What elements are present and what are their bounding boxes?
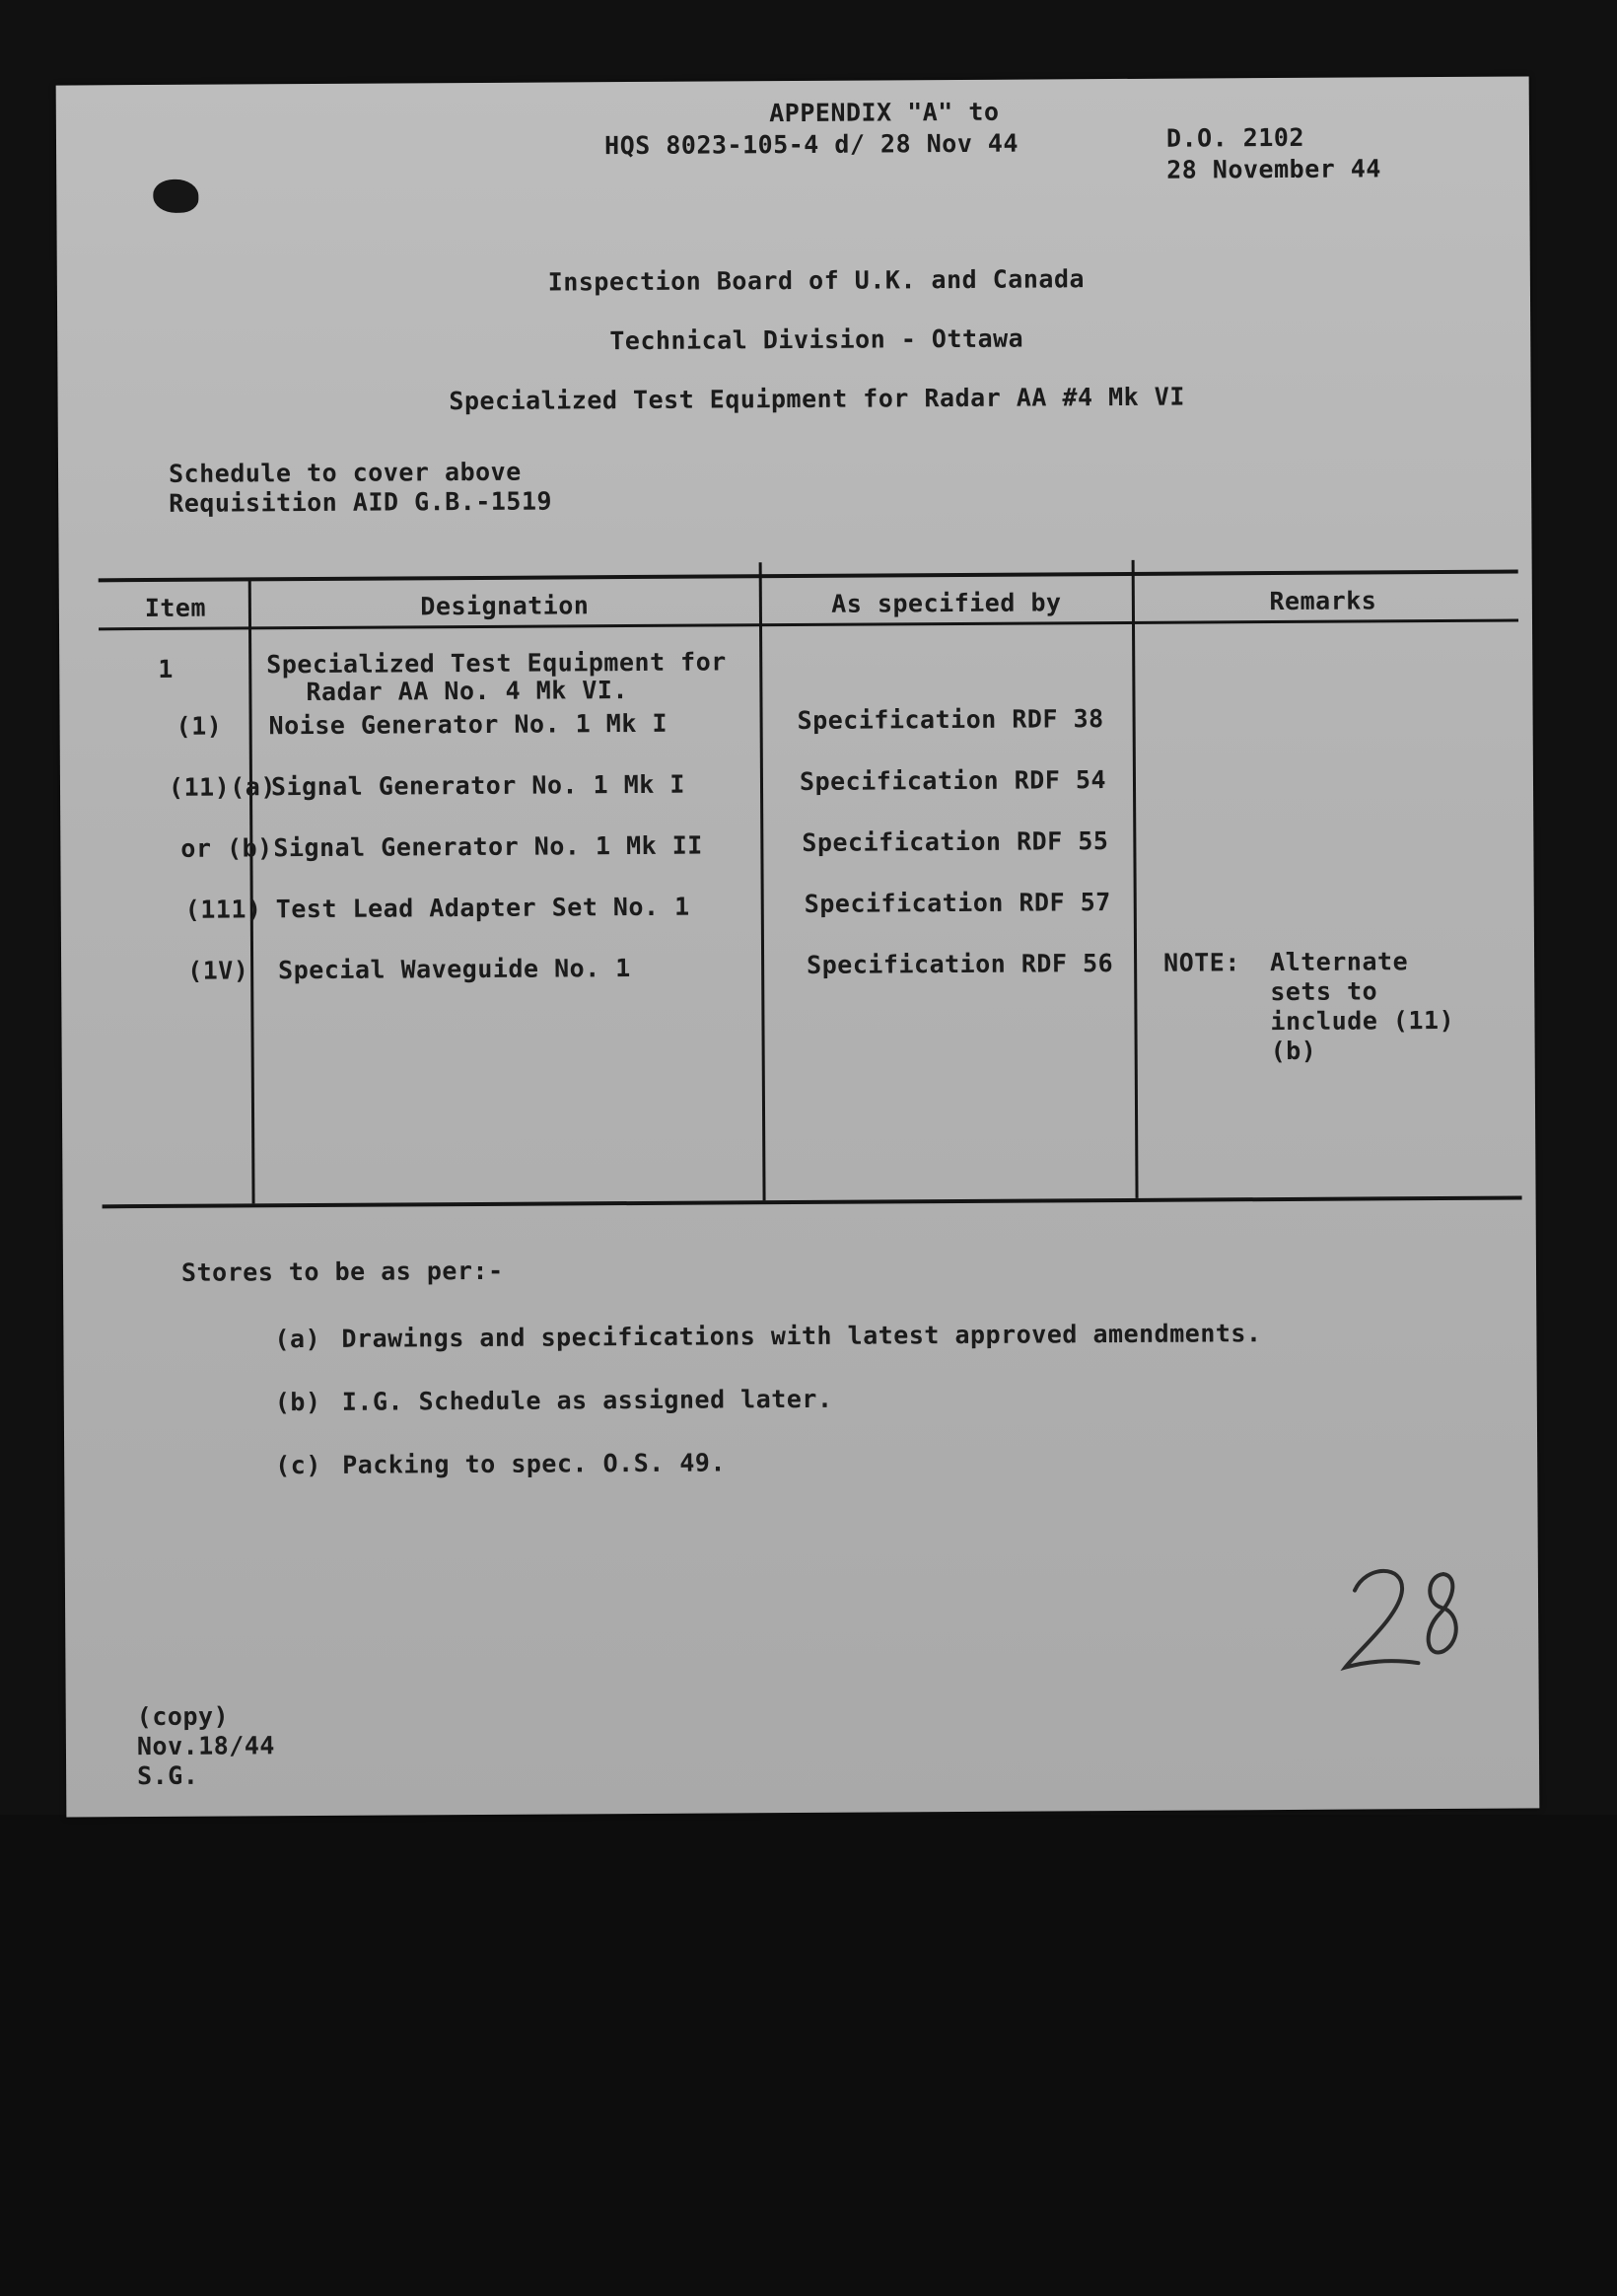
group-item-number: 1 <box>158 654 174 683</box>
remarks-note-label: NOTE: <box>1163 948 1240 977</box>
do-number: D.O. 2102 <box>1165 122 1305 153</box>
column-divider-2 <box>759 562 766 1200</box>
remarks-line: sets to <box>1270 976 1378 1007</box>
dark-margin <box>0 1815 1617 2296</box>
row-item: (11)(a) <box>168 772 276 802</box>
group-designation-line-2: Radar AA No. 4 Mk VI. <box>306 676 629 707</box>
schedule-line-2: Requisition AID G.B.-1519 <box>169 486 553 518</box>
footer-initials: S.G. <box>137 1760 199 1791</box>
row-item: (1) <box>176 711 223 741</box>
appendix-line: APPENDIX "A" to <box>769 97 1000 128</box>
footer-copy: (copy) <box>136 1701 230 1732</box>
row-designation: Signal Generator No. 1 Mk II <box>273 830 703 863</box>
stores-item-label: (a) <box>274 1324 321 1354</box>
row-designation: Signal Generator No. 1 Mk I <box>270 769 685 802</box>
table-top-rule <box>99 570 1518 583</box>
footer-date: Nov.18/44 <box>136 1731 275 1761</box>
document-page <box>56 76 1540 1817</box>
row-spec: Specification RDF 55 <box>802 826 1109 857</box>
handwritten-page-number <box>1327 1556 1486 1686</box>
header-item: Item <box>144 593 207 623</box>
schedule-line-1: Schedule to cover above <box>168 457 522 488</box>
header-as-specified-by: As specified by <box>831 588 1062 618</box>
punch-hole-mark <box>153 179 198 213</box>
remarks-line: include (11) <box>1270 1005 1455 1037</box>
row-spec: Specification RDF 57 <box>804 888 1111 918</box>
row-designation: Special Waveguide No. 1 <box>278 954 631 985</box>
row-spec: Specification RDF 56 <box>807 949 1114 979</box>
title-equipment: Specialized Test Equipment for Radar AA #4 Mk VI <box>449 382 1185 416</box>
stores-intro: Stores to be as per:- <box>180 1256 504 1287</box>
table-bottom-rule <box>103 1196 1522 1209</box>
column-divider-3 <box>1132 560 1139 1198</box>
row-spec: Specification RDF 38 <box>797 704 1104 735</box>
column-divider-1 <box>248 579 255 1203</box>
row-designation: Test Lead Adapter Set No. 1 <box>275 892 690 924</box>
stores-item-text: Packing to spec. O.S. 49. <box>342 1448 727 1479</box>
stores-item-text: I.G. Schedule as assigned later. <box>341 1384 833 1416</box>
row-item: or (b) <box>180 833 273 863</box>
row-item: (1V) <box>187 956 249 985</box>
do-date: 28 November 44 <box>1166 154 1381 184</box>
group-designation-line-1: Specialized Test Equipment for <box>266 647 727 680</box>
stores-item-text: Drawings and specifications with latest approved amendments. <box>341 1319 1262 1353</box>
header-designation: Designation <box>420 591 590 621</box>
stores-item-label: (b) <box>274 1387 321 1417</box>
row-item: (111) <box>184 895 262 924</box>
row-spec: Specification RDF 54 <box>799 765 1107 796</box>
row-designation: Noise Generator No. 1 Mk I <box>268 708 668 741</box>
reference-line: HQS 8023-105-4 d/ 28 Nov 44 <box>604 128 1019 161</box>
stores-item-label: (c) <box>275 1450 321 1480</box>
title-division: Technical Division - Ottawa <box>609 323 1024 356</box>
title-board: Inspection Board of U.K. and Canada <box>547 264 1086 297</box>
header-remarks: Remarks <box>1269 586 1377 616</box>
table-header-rule <box>99 619 1518 631</box>
remarks-line: Alternate <box>1270 947 1409 977</box>
remarks-line: (b) <box>1270 1036 1317 1066</box>
